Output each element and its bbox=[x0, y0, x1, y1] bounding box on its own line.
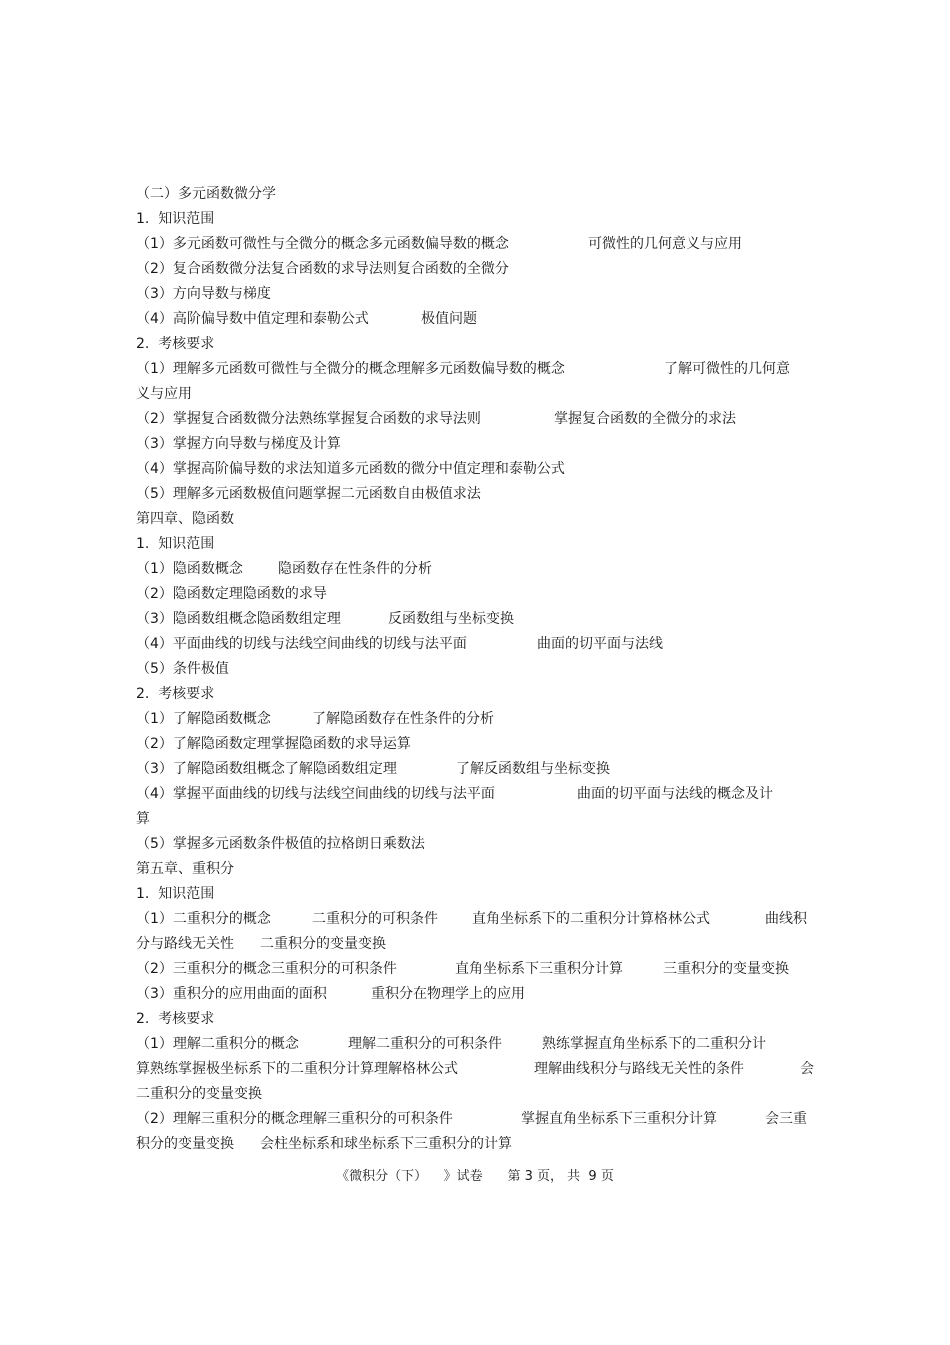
text-segment: 反函数组与坐标变换 bbox=[388, 611, 514, 627]
text-segment: 二重积分的变量变换 bbox=[136, 1086, 262, 1102]
text-line bbox=[136, 960, 826, 978]
text-line bbox=[136, 1010, 826, 1028]
text-line bbox=[136, 1085, 826, 1103]
text-segment: 三重积分的变量变换 bbox=[663, 961, 789, 977]
text-segment: 了解隐函数存在性条件的分析 bbox=[312, 711, 494, 727]
text-segment: （5）条件极值 bbox=[136, 661, 229, 677]
text-segment: 2. 考核要求 bbox=[136, 1011, 215, 1027]
text-segment: 1. 知识范围 bbox=[136, 211, 215, 227]
text-segment: （4）平面曲线的切线与法线空间曲线的切线与法平面 bbox=[136, 636, 467, 652]
text-segment: 曲面的切平面与法线的概念及计 bbox=[577, 786, 773, 802]
text-segment: 直角坐标系下的二重积分计算格林公式 bbox=[472, 911, 710, 927]
text-segment: （4）高阶偏导数中值定理和泰勒公式 bbox=[136, 311, 369, 327]
text-line bbox=[136, 235, 826, 253]
text-line bbox=[136, 710, 826, 728]
text-segment: （3）了解隐函数组概念了解隐函数组定理 bbox=[136, 761, 397, 777]
text-segment: 算熟练掌握极坐标系下的二重积分计算理解格林公式 bbox=[136, 1061, 458, 1077]
text-segment: 了解反函数组与坐标变换 bbox=[456, 761, 610, 777]
text-line bbox=[136, 985, 826, 1003]
text-line bbox=[136, 935, 826, 953]
text-line bbox=[136, 785, 826, 803]
text-line bbox=[136, 260, 826, 278]
text-segment: （1）了解隐函数概念 bbox=[136, 711, 271, 727]
text-segment: 重积分在物理学上的应用 bbox=[371, 986, 525, 1002]
text-segment: 算 bbox=[136, 811, 150, 827]
text-line bbox=[136, 660, 826, 678]
text-segment: 第四章、隐函数 bbox=[136, 511, 234, 527]
text-segment: 分与路线无关性 bbox=[136, 936, 234, 952]
text-segment: 理解曲线积分与路线无关性的条件 bbox=[534, 1061, 744, 1077]
text-segment: （3）方向导数与梯度 bbox=[136, 286, 271, 302]
text-segment: 2. 考核要求 bbox=[136, 336, 215, 352]
text-segment: 会柱坐标系和球坐标系下三重积分的计算 bbox=[260, 1136, 512, 1152]
text-line bbox=[136, 210, 826, 228]
text-line bbox=[136, 610, 826, 628]
text-segment: （3）掌握方向导数与梯度及计算 bbox=[136, 436, 341, 452]
text-segment: 二重积分的变量变换 bbox=[260, 936, 386, 952]
text-segment: （4）掌握平面曲线的切线与法线空间曲线的切线与法平面 bbox=[136, 786, 495, 802]
text-line bbox=[136, 760, 826, 778]
text-line bbox=[136, 810, 826, 828]
text-segment: 极值问题 bbox=[421, 311, 477, 327]
text-line bbox=[136, 560, 826, 578]
text-segment: （2）复合函数微分法复合函数的求导法则复合函数的全微分 bbox=[136, 261, 509, 277]
text-line bbox=[136, 910, 826, 928]
text-segment: 积分的变量变换 bbox=[136, 1136, 234, 1152]
text-line bbox=[136, 310, 826, 328]
text-segment: （3）隐函数组概念隐函数组定理 bbox=[136, 611, 341, 627]
text-line bbox=[136, 1035, 826, 1053]
text-segment: 隐函数存在性条件的分析 bbox=[278, 561, 432, 577]
text-segment: 第五章、重积分 bbox=[136, 861, 234, 877]
text-segment: 1. 知识范围 bbox=[136, 886, 215, 902]
text-segment: （4）掌握高阶偏导数的求法知道多元函数的微分中值定理和泰勒公式 bbox=[136, 461, 565, 477]
text-line bbox=[136, 485, 826, 503]
text-segment: （3）重积分的应用曲面的面积 bbox=[136, 986, 327, 1002]
text-line bbox=[136, 385, 826, 403]
text-segment: （1）理解二重积分的概念 bbox=[136, 1036, 299, 1052]
text-line bbox=[136, 460, 826, 478]
text-line bbox=[136, 735, 826, 753]
text-line bbox=[136, 1135, 826, 1153]
text-line bbox=[136, 335, 826, 353]
text-segment: 了解可微性的几何意 bbox=[664, 361, 790, 377]
text-segment: （2）理解三重积分的概念理解三重积分的可积条件 bbox=[136, 1111, 453, 1127]
text-segment: （5）理解多元函数极值问题掌握二元函数自由极值求法 bbox=[136, 486, 481, 502]
text-segment: 2. 考核要求 bbox=[136, 686, 215, 702]
text-segment: 直角坐标系下三重积分计算 bbox=[455, 961, 623, 977]
text-line bbox=[136, 635, 826, 653]
text-segment: 会 bbox=[800, 1061, 814, 1077]
text-segment: （1）多元函数可微性与全微分的概念多元函数偏导数的概念 bbox=[136, 236, 509, 252]
text-segment: 曲线积 bbox=[765, 911, 807, 927]
text-segment: 掌握复合函数的全微分的求法 bbox=[554, 411, 736, 427]
text-segment: （1）二重积分的概念 bbox=[136, 911, 271, 927]
text-segment: 1. 知识范围 bbox=[136, 536, 215, 552]
text-segment: （2）三重积分的概念三重积分的可积条件 bbox=[136, 961, 397, 977]
text-segment: （二）多元函数微分学 bbox=[136, 186, 276, 202]
text-segment: 可微性的几何意义与应用 bbox=[588, 236, 742, 252]
text-line bbox=[136, 860, 826, 878]
text-segment: （2）了解隐函数定理掌握隐函数的求导运算 bbox=[136, 736, 411, 752]
text-line bbox=[136, 1110, 826, 1128]
text-line bbox=[136, 1060, 826, 1078]
text-segment: 理解二重积分的可积条件 bbox=[348, 1036, 502, 1052]
text-segment: （1）理解多元函数可微性与全微分的概念理解多元函数偏导数的概念 bbox=[136, 361, 565, 377]
text-line bbox=[136, 510, 826, 528]
page-footer: 《微积分（下） 》试卷 第 3 页， 共 9 页 bbox=[336, 1169, 614, 1184]
text-segment: 掌握直角坐标系下三重积分计算 bbox=[521, 1111, 717, 1127]
text-line bbox=[136, 285, 826, 303]
text-line bbox=[136, 885, 826, 903]
text-line bbox=[136, 410, 826, 428]
text-line bbox=[136, 835, 826, 853]
text-line bbox=[136, 585, 826, 603]
text-line bbox=[136, 185, 826, 203]
text-segment: 会三重 bbox=[765, 1111, 807, 1127]
text-segment: （2）隐函数定理隐函数的求导 bbox=[136, 586, 327, 602]
text-segment: 熟练掌握直角坐标系下的二重积分计 bbox=[542, 1036, 766, 1052]
text-line bbox=[136, 685, 826, 703]
text-segment: 二重积分的可积条件 bbox=[312, 911, 438, 927]
text-segment: （5）掌握多元函数条件极值的拉格朗日乘数法 bbox=[136, 836, 425, 852]
text-line bbox=[136, 360, 826, 378]
text-line bbox=[136, 535, 826, 553]
text-segment: （2）掌握复合函数微分法熟练掌握复合函数的求导法则 bbox=[136, 411, 481, 427]
text-segment: 义与应用 bbox=[136, 386, 192, 402]
text-segment: （1）隐函数概念 bbox=[136, 561, 243, 577]
text-line bbox=[136, 435, 826, 453]
text-segment: 曲面的切平面与法线 bbox=[537, 636, 663, 652]
